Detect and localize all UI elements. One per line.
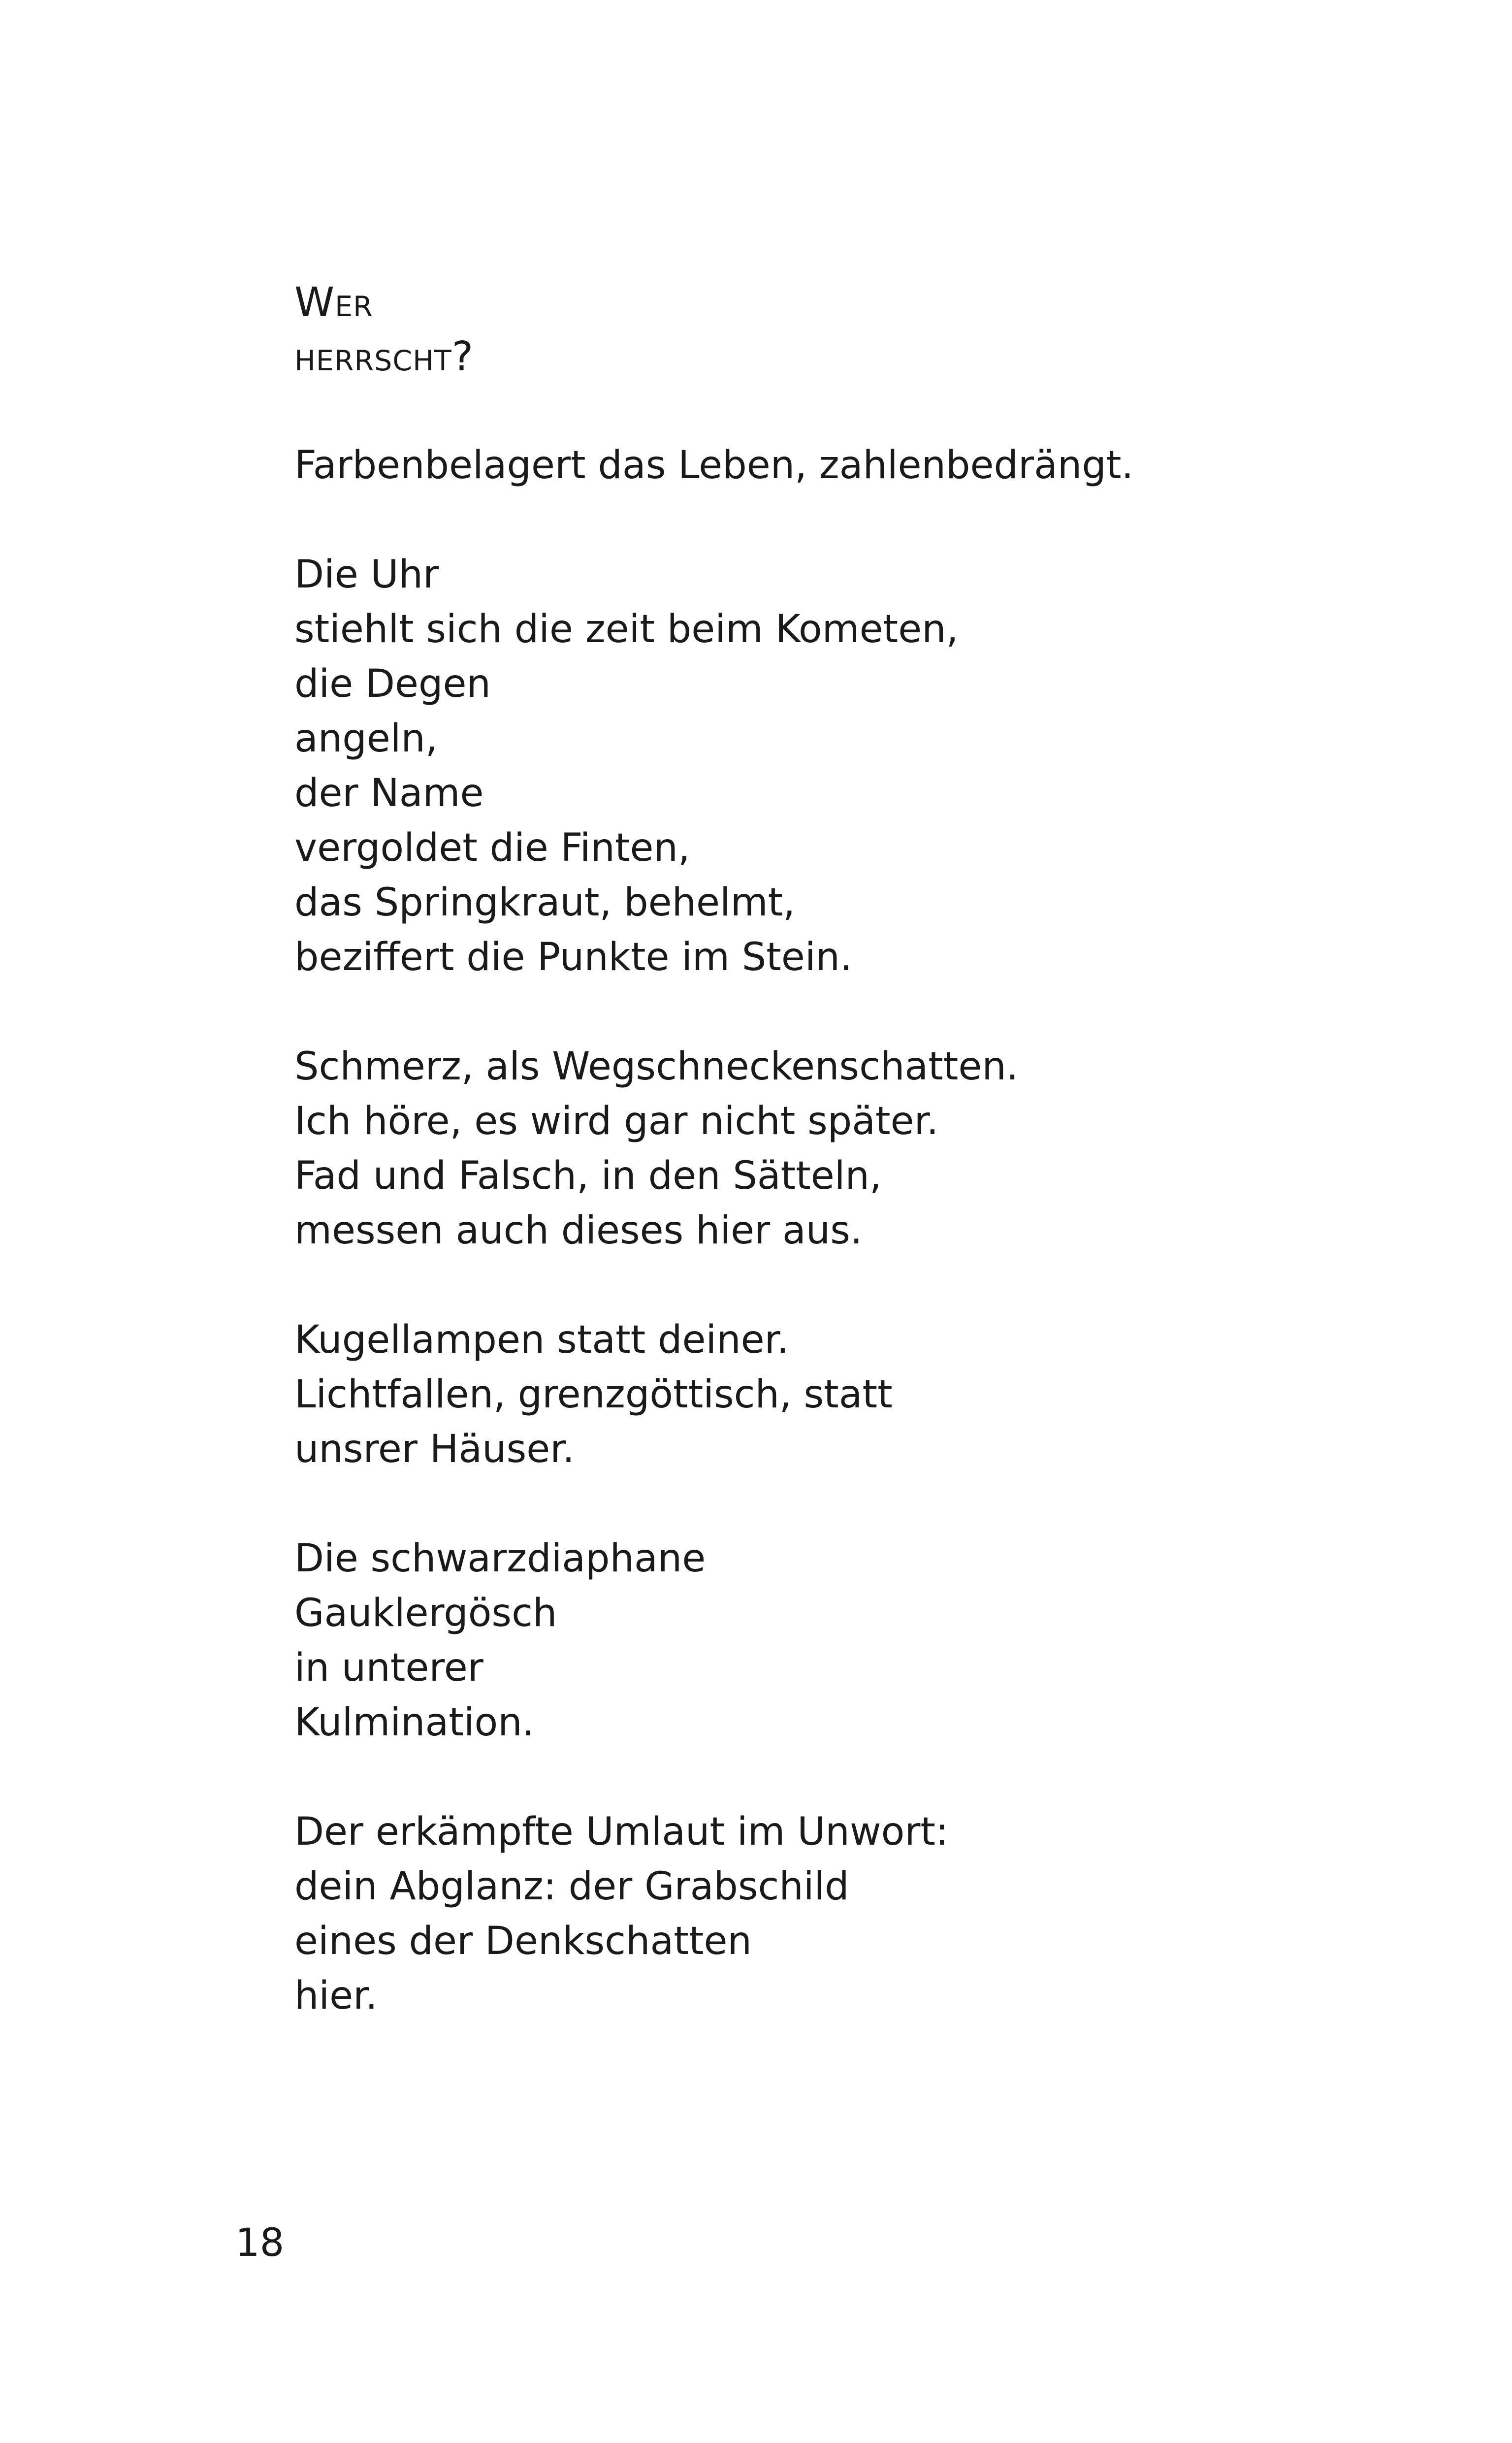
verse-line: Die schwarzdiaphane <box>294 1536 706 1581</box>
stanza <box>294 548 1378 985</box>
stanza <box>294 1313 1378 1477</box>
page-number: 18 <box>235 2221 285 2265</box>
poem-body <box>294 438 1378 2023</box>
verse-line: stiehlt sich die zeit beim Kometen, <box>294 607 959 651</box>
verse-line: in unterer <box>294 1646 483 1690</box>
verse-line: hier. <box>294 1974 378 2018</box>
verse-line: der Name <box>294 771 484 815</box>
verse-line: Fad und Falsch, in den Sätteln, <box>294 1154 882 1198</box>
verse-line: Ich höre, es wird gar nicht später. <box>294 1099 939 1143</box>
verse-line: Der erkämpfte Umlaut im Unwort: <box>294 1810 949 1854</box>
verse-line: Lichtfallen, grenzgöttisch, statt <box>294 1372 893 1417</box>
verse-line: Gauklergösch <box>294 1591 557 1635</box>
stanza <box>294 1040 1378 1258</box>
verse-line: dein Abglanz: der Grabschild <box>294 1864 849 1909</box>
verse-line: angeln, <box>294 717 438 761</box>
verse-line: Farbenbelagert das Leben, zahlenbedrängt. <box>294 443 1134 488</box>
verse-line: vergoldet die Finten, <box>294 826 690 870</box>
verse-line: Kugellampen statt deiner. <box>294 1318 789 1362</box>
verse-line: eines der Denkschatten <box>294 1919 752 1963</box>
verse-line: das Springkraut, behelmt, <box>294 880 796 925</box>
verse-line: unsrer Häuser. <box>294 1427 575 1471</box>
verse-line: Kulmination. <box>294 1700 535 1745</box>
stanza <box>294 1531 1378 1750</box>
verse-line: Die Uhr <box>294 553 439 597</box>
verse-line: beziffert die Punkte im Stein. <box>294 935 852 979</box>
verse-line: messen auch dieses hier aus. <box>294 1208 863 1253</box>
stanza <box>294 1805 1378 2023</box>
poem-title-line: herrscht? <box>294 333 474 380</box>
poem-title <box>294 276 1378 384</box>
verse-line: Schmerz, als Wegschneckenschatten. <box>294 1044 1019 1089</box>
stanza <box>294 438 1378 493</box>
poem <box>294 276 1378 2078</box>
verse-line: die Degen <box>294 662 491 706</box>
poem-title-line: Wer <box>294 279 373 326</box>
